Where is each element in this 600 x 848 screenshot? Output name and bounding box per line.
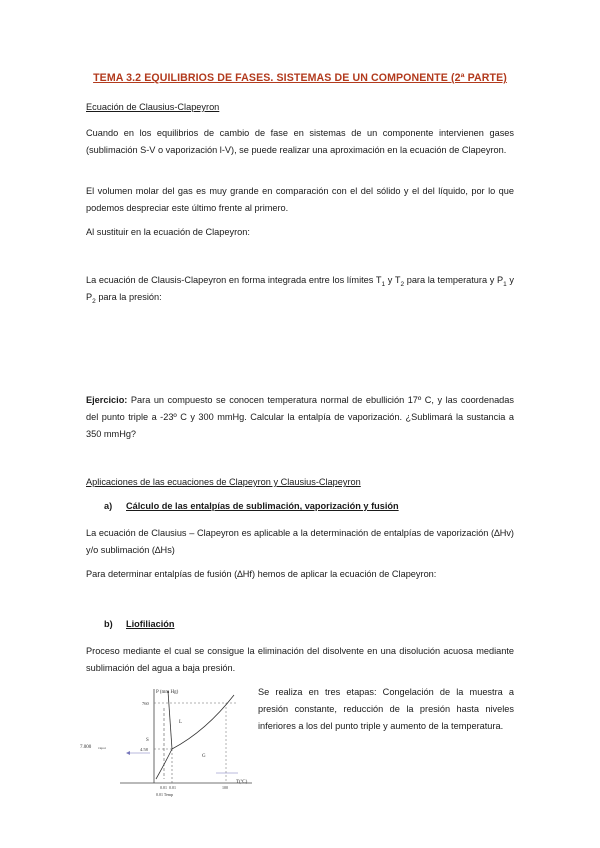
x-bottom-label: 0.01 Temp [156, 792, 173, 797]
paragraph-integrated-form: La ecuación de Clausis-Clapeyron en forma integrada entre los límites $T_1$ y $T_2$ para la temperatura y $P_1$ y $P_2$ para la presión: [86, 275, 514, 305]
y-axis-label: P (mm Hg) [156, 690, 179, 695]
left-arrow-icon [126, 751, 130, 755]
subheading-b: b) Liofiliación [104, 619, 175, 629]
region-gas: G [202, 754, 206, 759]
exercise-label: Ejercicio: [86, 395, 128, 405]
y-tick-458: 4.58 [140, 747, 148, 752]
x-tick-2: 0.01 [169, 785, 176, 790]
fusion-curve [168, 691, 172, 749]
arrow-label: vapor [98, 746, 106, 750]
page-title: TEMA 3.2 EQUILIBRIOS DE FASES. SISTEMAS DE UN COMPONENTE (2ª PARTE) [93, 72, 507, 84]
section-heading-clausius-clapeyron: Ecuación de Clausius-Clapeyron [86, 102, 220, 112]
region-liquid: L [179, 720, 183, 725]
paragraph-substitute: Al sustituir en la ecuación de Clapeyron: [86, 227, 250, 237]
paragraph-molar-volume: El volumen molar del gas es muy grande en comparación con el del sólido y el del líquido, por lo que podemos despreciar este último frente al primero. [86, 186, 514, 213]
region-solid: S [146, 738, 149, 743]
paragraph-lyophilization: Proceso mediante el cual se consigue la eliminación del disolvente en una disolución acuosa mediante sublimación del agua a baja presión. [86, 646, 514, 673]
section-heading-applications: Aplicaciones de las ecuaciones de Clapeyron y Clausius-Clapeyron [86, 477, 361, 487]
paragraph-enthalpy-vaporization: La ecuación de Clausius – Clapeyron es aplicable a la determinación de entalpías de vaporización (∆Hv) y/o sublimación (∆Hs) [86, 528, 514, 555]
y-tick-760: 760 [142, 701, 149, 706]
x-tick-1: 0.01 [160, 785, 167, 790]
paragraph-stages: Se realiza en tres etapas: Congelación de la muestra a presión constante, reducción de la presión hasta niveles inferiores a los del punto triple y aumento de la temperatura. [258, 687, 514, 731]
paragraph-exercise: Ejercicio: Para un compuesto se conocen temperatura normal de ebullición 17º C, y las coordenadas del punto triple a -23º C y 300 mmHg. Calcular la entalpía de vaporización. ¿Sublimará la sustancia a 350 mmHg? [86, 395, 514, 439]
left-label: 7.000 [80, 745, 92, 750]
x-axis-label: T(ºC) [236, 780, 248, 785]
paragraph-enthalpy-fusion: Para determinar entalpías de fusión (∆Hf) hemos de aplicar la ecuación de Clapeyron: [86, 569, 437, 579]
x-tick-3: 100 [222, 785, 228, 790]
phase-diagram [76, 683, 256, 801]
subheading-a: a) Cálculo de las entalpías de sublimación, vaporización y fusión [104, 501, 399, 511]
paragraph-intro: Cuando en los equilibrios de cambio de fase en sistemas de un componente intervienen gases (sublimación S-V o vaporización l-V), se puede realizar una aproximación en la ecuación de Clapeyron. [86, 128, 514, 155]
